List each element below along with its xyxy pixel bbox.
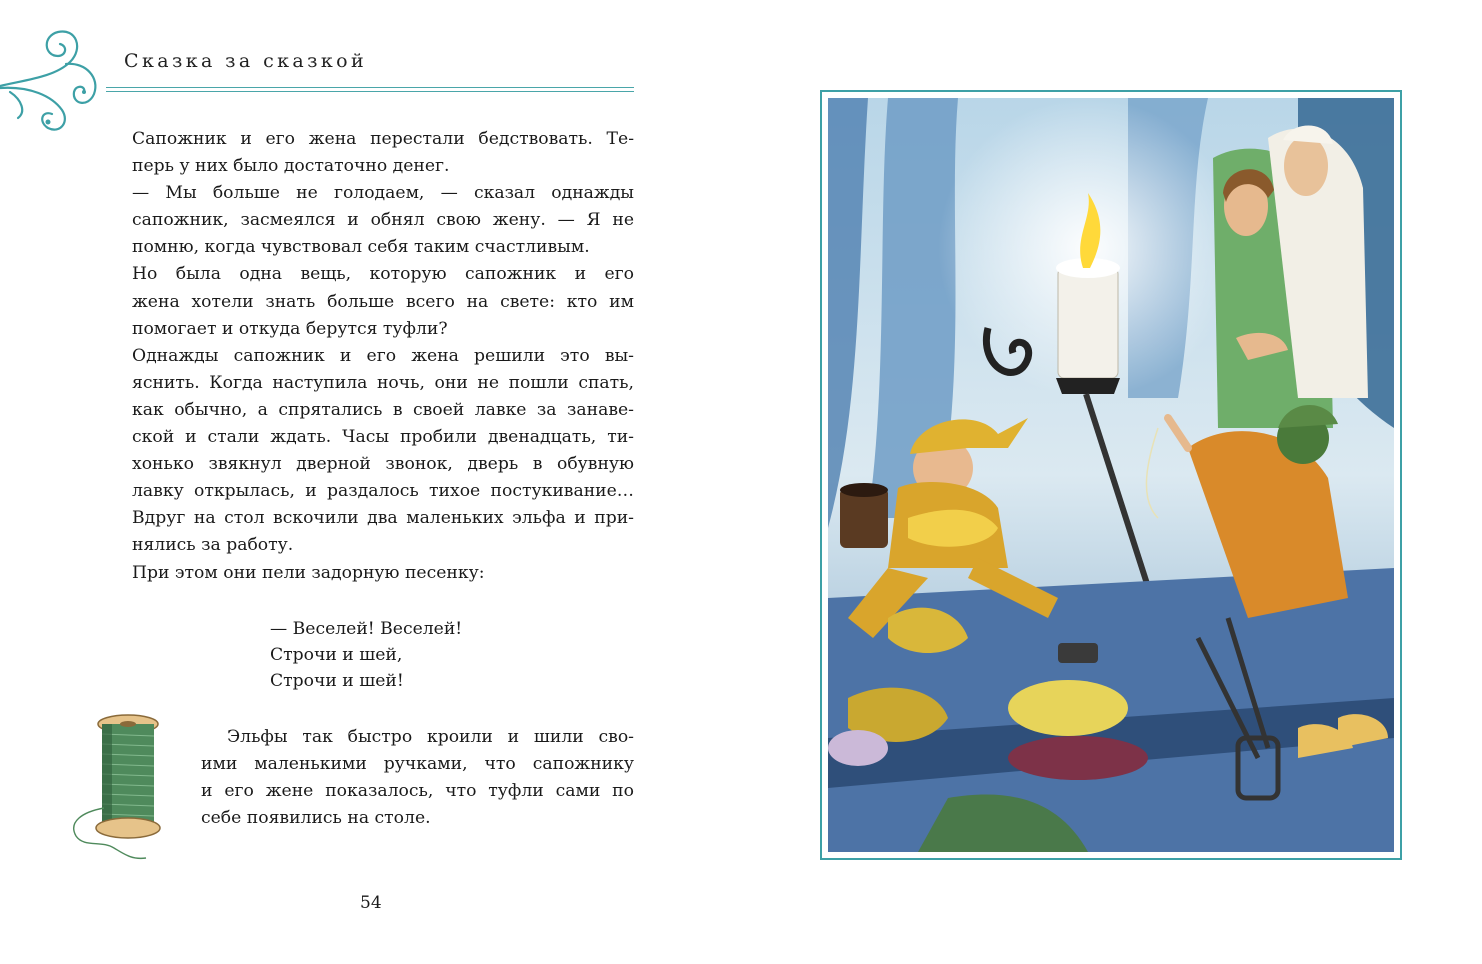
header-rule-thin <box>106 91 634 92</box>
text-line: Однажды сапожник и его жена решили это вы- <box>132 345 634 366</box>
text-line: яснить. Когда наступила ночь, они не пошли спать, <box>132 372 634 393</box>
paragraph <box>106 343 634 560</box>
verse-line: Строчи и шей! <box>270 671 404 691</box>
text-line: лавку открылась, и раздалось тихое постукивание… <box>132 481 634 502</box>
paragraph <box>106 126 634 180</box>
text-line: ими маленькими ручками, что сапожнику <box>201 754 634 775</box>
verse-line: — Веселей! Веселей! <box>270 619 463 639</box>
closing-paragraph <box>201 724 634 832</box>
song-verse <box>270 616 462 694</box>
text-line: хонько звякнул дверной звонок, дверь в обувную <box>132 454 634 475</box>
page-number: 54 <box>360 893 382 913</box>
illustration-frame <box>820 90 1402 860</box>
text-line: сапожник, засмеялся и обнял свою жену. — Я не <box>132 210 634 231</box>
text-line: Но была одна вещь, которую сапожник и его <box>132 264 634 285</box>
left-page <box>0 0 740 964</box>
thread-spool-icon <box>62 712 190 864</box>
text-line: ской и стали ждать. Часы пробили двенадцать, ти- <box>132 427 634 448</box>
text-line: нялись за работу. <box>132 535 294 556</box>
text-line: себе появились на столе. <box>201 808 431 829</box>
text-line: перь у них было достаточно денег. <box>132 156 450 177</box>
text-line: Вдруг на стол вскочили два маленьких эльфа и при- <box>132 508 634 529</box>
paragraph <box>106 560 634 587</box>
text-line: помогает и откуда берутся туфли? <box>132 318 448 339</box>
text-line: Эльфы так быстро кроили и шили сво- <box>227 727 634 747</box>
paragraph <box>106 261 634 342</box>
illustration <box>828 98 1394 852</box>
elves-and-shoemaker-illustration-icon <box>828 98 1394 852</box>
text-line: Сапожник и его жена перестали бедствовать. Те- <box>132 129 634 149</box>
text-line: — Мы больше не голодаем, — сказал однажды <box>132 183 634 204</box>
text-line: помню, когда чувствовал себя таким счастливым. <box>132 237 590 258</box>
main-text <box>106 126 634 587</box>
header-rule <box>106 87 634 88</box>
running-head: Сказка за сказкой <box>124 50 368 72</box>
text-line: При этом они пели задорную песенку: <box>132 562 485 583</box>
text-line: как обычно, а спрятались в своей лавке за занаве- <box>132 399 634 420</box>
text-line: и его жене показалось, что туфли сами по <box>201 781 634 802</box>
right-page <box>740 0 1482 964</box>
swirl-ornament-icon <box>0 22 110 137</box>
verse-line: Строчи и шей, <box>270 645 403 665</box>
paragraph <box>106 180 634 261</box>
text-line: жена хотели знать больше всего на свете: кто им <box>132 291 634 312</box>
